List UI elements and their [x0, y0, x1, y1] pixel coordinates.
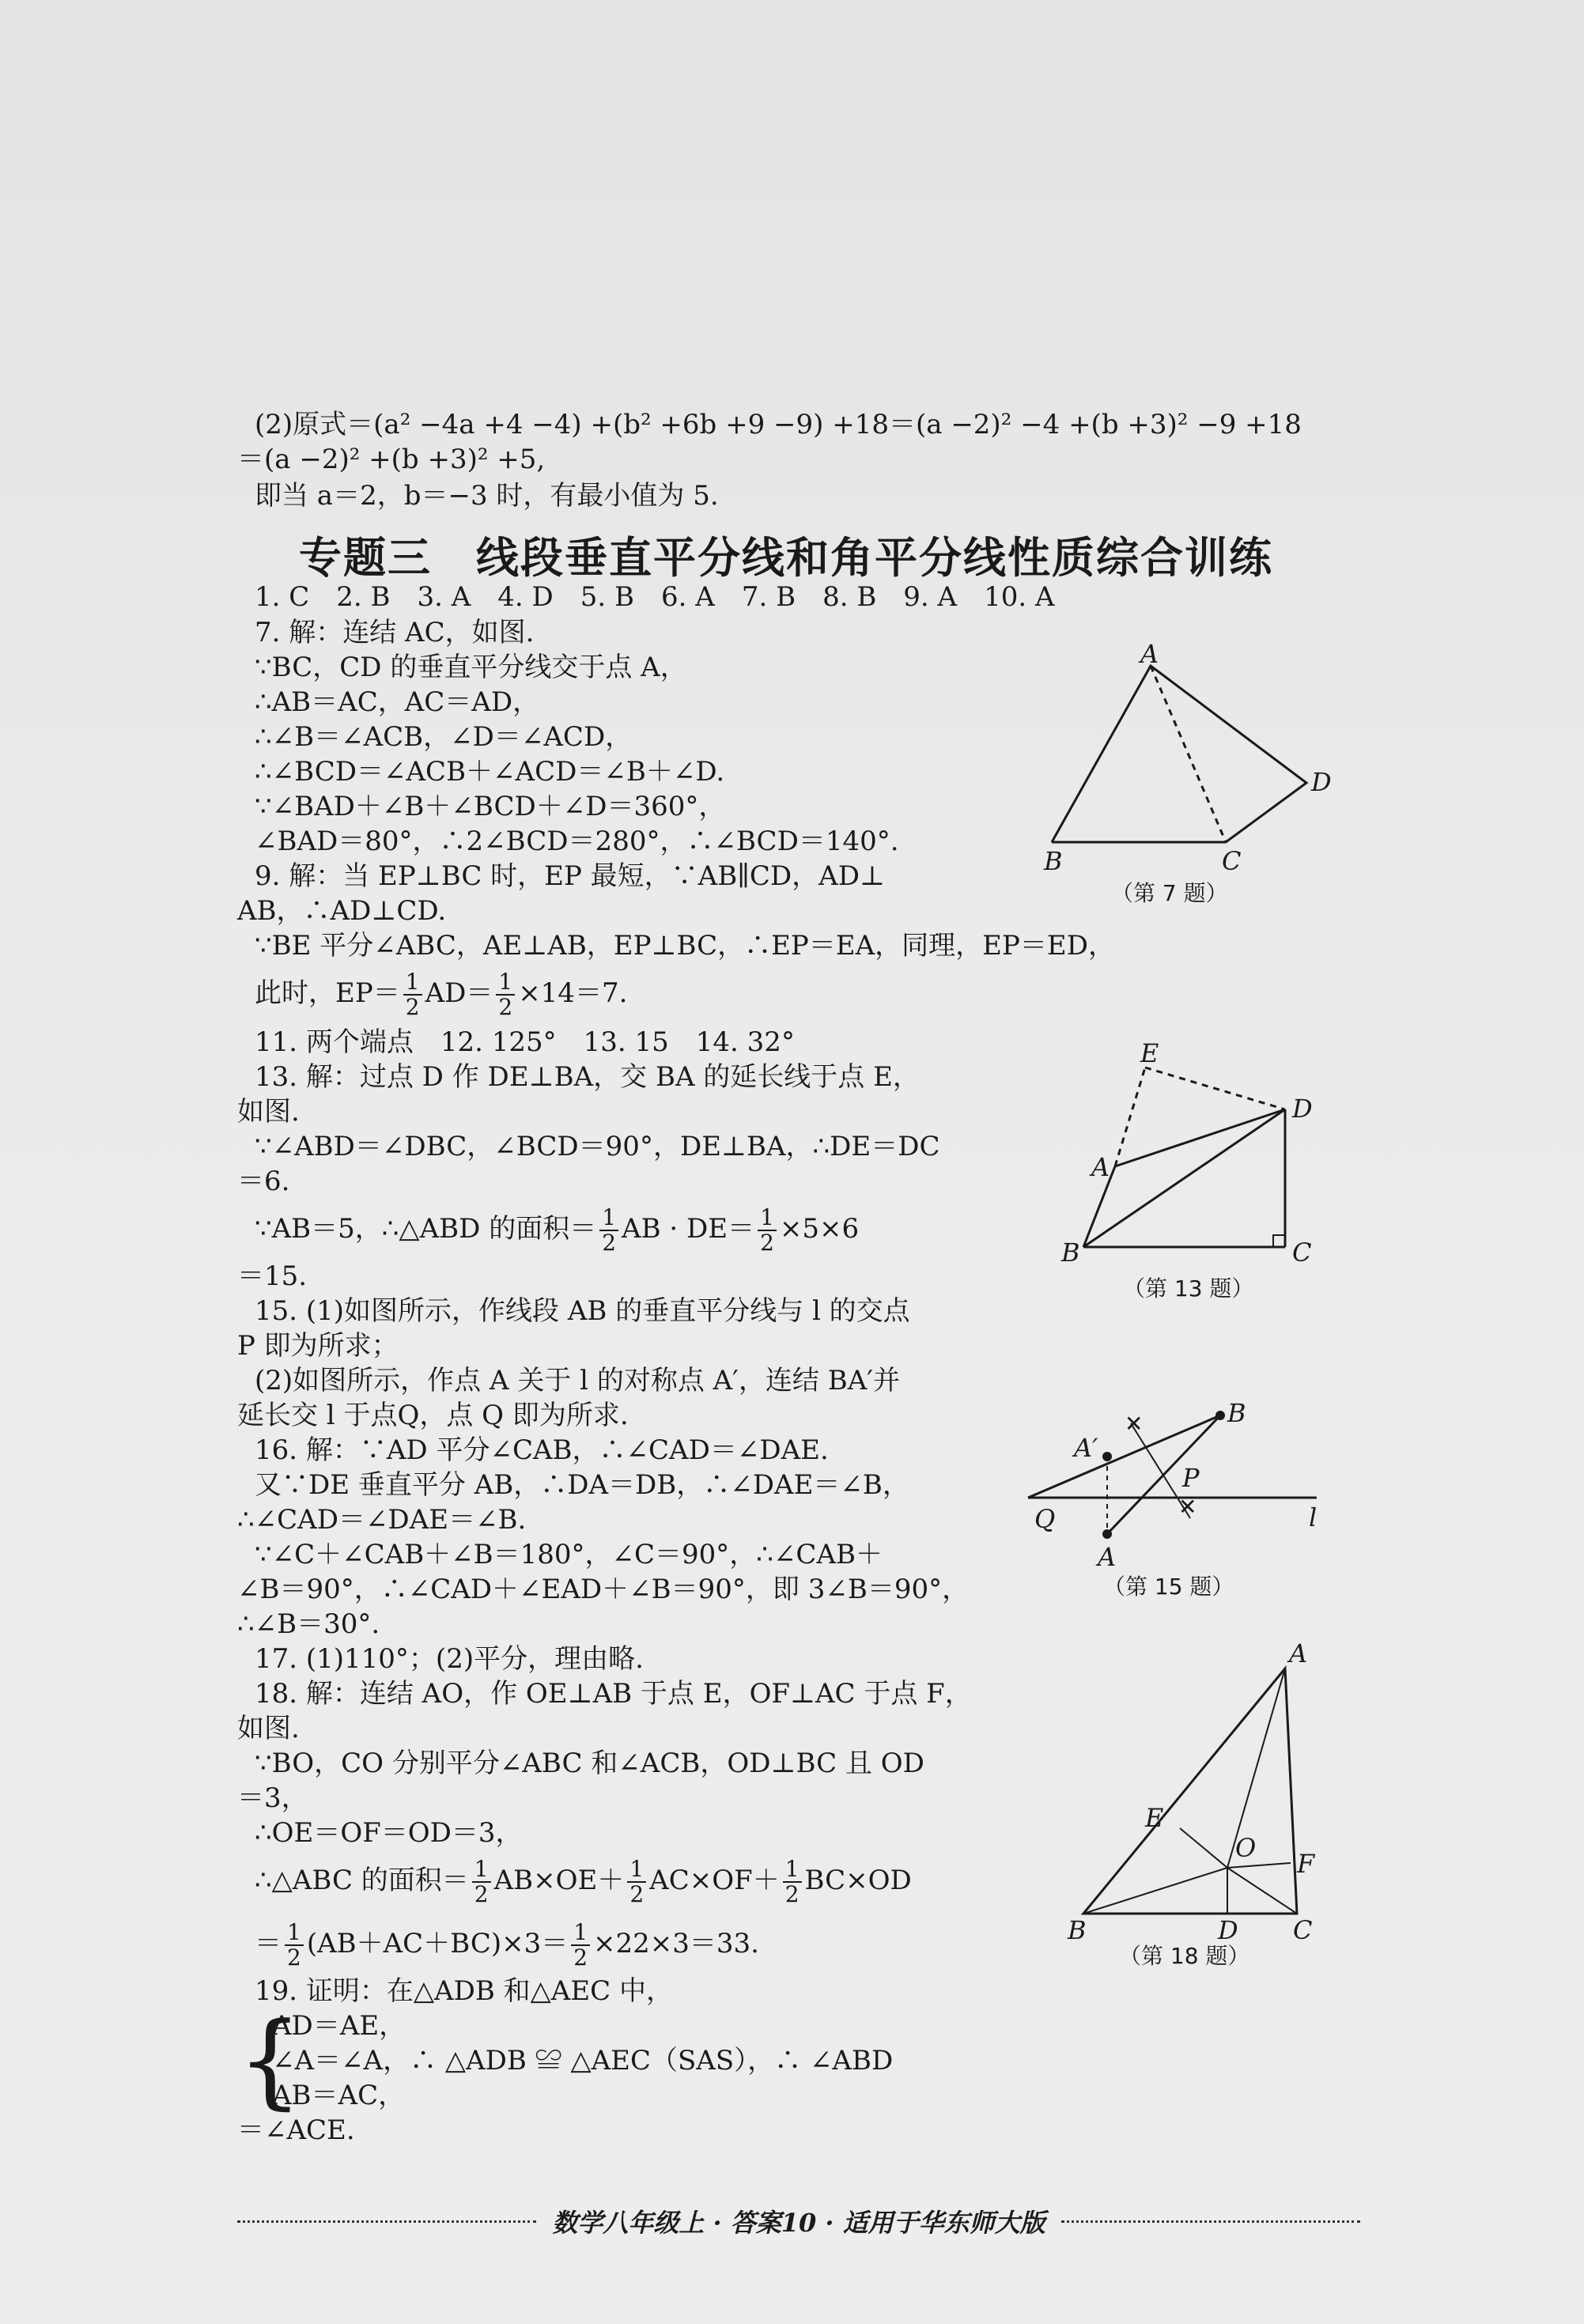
fig15-label-p: P	[1182, 1463, 1200, 1493]
fraction: $\frac{1}{2}$	[599, 1206, 618, 1255]
q18-text-c: AC×OF＋	[649, 1865, 780, 1896]
fig18-label-o: O	[1235, 1833, 1257, 1863]
q7-line-4: ∴∠B＝∠ACB，∠D＝∠ACD，	[255, 721, 633, 753]
q16-line-1: 16. 解：∵AD 平分∠CAB，∴∠CAD＝∠DAE.	[255, 1434, 829, 1466]
q9-text-c: ×14＝7.	[518, 977, 628, 1009]
fig13-label-e: E	[1140, 1038, 1159, 1068]
q7-line-2: ∵BC，CD 的垂直平分线交于点 A，	[255, 652, 687, 683]
fig7-dashed-ac	[1151, 666, 1226, 842]
fig13-segment-bd	[1083, 1109, 1285, 1247]
fig18-label-b: B	[1068, 1915, 1087, 1945]
fig18-label-f: F	[1297, 1849, 1315, 1879]
q18-text-b: AB×OE＋	[493, 1865, 625, 1896]
q15-line-4: 延长交 l 于点Q，点 Q 即为所求.	[237, 1400, 629, 1431]
fig7-label-a: A	[1140, 639, 1159, 669]
fig7-label-c: C	[1222, 846, 1242, 876]
fig18-triangle	[1083, 1668, 1297, 1914]
q19-cond-3: AB＝AC，	[272, 2080, 406, 2111]
q18-text-g: ×22×3＝33.	[593, 1928, 759, 1959]
q19-line-1: 19. 证明：在△ADB 和△AEC 中，	[255, 1975, 673, 2007]
q18-text-e: ＝	[255, 1928, 282, 1959]
fig18-label-d: D	[1218, 1915, 1238, 1945]
q13-line-1: 13. 解：过点 D 作 DE⊥BA，交 BA 的延长线于点 E，	[255, 1061, 920, 1093]
fig13-label-c: C	[1292, 1238, 1312, 1268]
fig15-point-a	[1102, 1529, 1112, 1539]
q13-line-6: ＝15.	[237, 1260, 308, 1292]
q7-line-3: ∴AB＝AC，AC＝AD，	[255, 686, 540, 718]
figure-7	[1028, 641, 1344, 878]
fig18-segment-co	[1227, 1868, 1297, 1914]
caption-fig7: （第 7 题）	[1111, 880, 1228, 906]
fig15-point-b	[1215, 1411, 1225, 1420]
fig15-arc-mark-2: ✕	[1178, 1494, 1197, 1520]
footer-rule-left	[237, 2220, 536, 2223]
figure-13	[1060, 1040, 1329, 1277]
q16-line-6: ∴∠B＝30°.	[237, 1608, 380, 1640]
fig18-label-c: C	[1293, 1915, 1313, 1945]
q7-line-6: ∵∠BAD＋∠B＋∠BCD＋∠D＝360°，	[255, 791, 726, 822]
figure-18	[1060, 1638, 1329, 1945]
fraction: $\frac{1}{2}$	[758, 1206, 777, 1255]
fig7-label-b: B	[1044, 846, 1063, 876]
fraction: $\frac{1}{2}$	[627, 1857, 646, 1906]
q13-line-3: ∵∠ABD＝∠DBC，∠BCD＝90°，DE⊥BA，∴DE＝DC	[255, 1131, 940, 1162]
q13-line-4: ＝6.	[237, 1166, 290, 1197]
intro-line-1: (2)原式＝(a² −4a +4 −4) +(b² +6b +9 −9) +18＝(a −2)² −4 +(b +3)² −9 +18	[255, 409, 1302, 440]
q13-text-c: ×5×6	[779, 1213, 860, 1245]
q18-line-5: ∴OE＝OF＝OD＝3，	[255, 1817, 523, 1849]
q18-line-4: ＝3，	[237, 1782, 308, 1814]
fraction: $\frac{1}{2}$	[403, 970, 422, 1019]
fraction: $\frac{1}{2}$	[285, 1921, 304, 1970]
fig15-label-b: B	[1227, 1398, 1246, 1428]
fig15-arc-mark-1: ✕	[1125, 1411, 1144, 1437]
q9-line-4	[255, 963, 627, 1023]
page-footer	[237, 2203, 1360, 2239]
q16-line-5: ∠B＝90°，∴∠CAD＋∠EAD＋∠B＝90°，即 3∠B＝90°，	[237, 1574, 970, 1605]
q18-line-1: 18. 解：连结 AO，作 OE⊥AB 于点 E，OF⊥AC 于点 F，	[255, 1678, 972, 1710]
fraction: $\frac{1}{2}$	[571, 1921, 590, 1970]
fig18-label-a: A	[1289, 1638, 1308, 1668]
q9-line-2: AB，∴AD⊥CD.	[237, 895, 447, 927]
q18-line-7	[255, 1914, 759, 1974]
fig15-point-a2	[1102, 1452, 1112, 1461]
q7-line-5: ∴∠BCD＝∠ACB＋∠ACD＝∠B＋∠D.	[255, 756, 725, 788]
intro-line-2: ＝(a −2)² +(b +3)² +5,	[237, 444, 546, 475]
fig13-label-d: D	[1292, 1094, 1313, 1124]
q17-line: 17. (1)110°；(2)平分，理由略.	[255, 1643, 644, 1675]
q18-line-6	[255, 1850, 912, 1910]
q15-line-1: 15. (1)如图所示，作线段 AB 的垂直平分线与 l 的交点	[255, 1295, 910, 1327]
fraction: $\frac{1}{2}$	[496, 970, 515, 1019]
fig15-label-a: A	[1098, 1542, 1117, 1572]
fill-answers-line: 11. 两个端点 12. 125° 13. 15 14. 32°	[255, 1026, 795, 1058]
fig15-label-q: Q	[1034, 1504, 1056, 1534]
fraction: $\frac{1}{2}$	[472, 1857, 491, 1906]
fig13-label-b: B	[1061, 1238, 1080, 1268]
q16-line-4: ∵∠C＋∠CAB＋∠B＝180°，∠C＝90°，∴∠CAB＋	[255, 1539, 883, 1570]
fig7-label-d: D	[1311, 767, 1332, 797]
fig13-right-angle	[1273, 1235, 1285, 1247]
q15-line-2: P 即为所求；	[237, 1330, 399, 1362]
caption-fig18: （第 18 题）	[1119, 1943, 1250, 1969]
caption-fig15: （第 15 题）	[1103, 1574, 1234, 1600]
q7-line-1: 7. 解：连结 AC，如图.	[255, 617, 535, 648]
q13-text-a: ∵AB＝5，∴△ABD 的面积＝	[255, 1213, 597, 1245]
q19-cond-1: AD＝AE，	[272, 2010, 406, 2042]
fig13-dashed-ae	[1115, 1068, 1145, 1166]
fig7-quadrilateral	[1052, 666, 1306, 842]
q9-line-1: 9. 解：当 EP⊥BC 时，EP 最短，∵AB∥CD，AD⊥	[255, 860, 885, 892]
fig18-segment-of	[1227, 1863, 1291, 1868]
q9-text-b: AD＝	[425, 977, 493, 1009]
caption-fig13: （第 13 题）	[1123, 1275, 1254, 1302]
footer-text: 数学八年级上 · 答案10 · 适用于华东师大版	[552, 2208, 1045, 2238]
fig13-dashed-ed	[1145, 1068, 1285, 1109]
q19-system	[237, 2000, 894, 2120]
fig15-label-a2: A′	[1074, 1433, 1098, 1463]
footer-rule-right	[1061, 2220, 1360, 2223]
section-heading: 专题三 线段垂直平分线和角平分线性质综合训练	[299, 533, 1273, 583]
q16-line-3: ∴∠CAD＝∠DAE＝∠B.	[237, 1504, 527, 1536]
fig18-segment-oe	[1180, 1828, 1227, 1868]
q19-line-5: ＝∠ACE.	[237, 2114, 355, 2146]
fig18-segment-bo	[1083, 1868, 1227, 1914]
q13-line-5	[255, 1199, 859, 1259]
q18-line-2: 如图.	[237, 1713, 300, 1744]
q15-line-3: (2)如图所示，作点 A 关于 l 的对称点 A′，连结 BA′并	[255, 1365, 900, 1396]
fraction: $\frac{1}{2}$	[783, 1857, 802, 1906]
q18-text-a: ∴△ABC 的面积＝	[255, 1865, 469, 1896]
q18-line-3: ∵BO，CO 分别平分∠ABC 和∠ACB，OD⊥BC 且 OD	[255, 1748, 924, 1779]
q13-line-2: 如图.	[237, 1096, 300, 1128]
q18-text-f: (AB＋AC＋BC)×3＝	[306, 1928, 569, 1959]
q9-text-a: 此时，EP＝	[255, 977, 400, 1009]
q13-text-b: AB · DE＝	[622, 1213, 755, 1245]
fig18-label-e: E	[1145, 1803, 1164, 1833]
q7-line-7: ∠BAD＝80°，∴2∠BCD＝280°，∴∠BCD＝140°.	[255, 826, 899, 857]
fig15-label-l: l	[1309, 1502, 1317, 1532]
q18-text-d: BC×OD	[804, 1865, 912, 1896]
answers-line: 1. C 2. B 3. A 4. D 5. B 6. A 7. B 8. B 9. A 10. A	[255, 581, 1055, 613]
q16-line-2: 又∵DE 垂直平分 AB，∴DA＝DB，∴∠DAE＝∠B，	[255, 1469, 909, 1501]
brace-symbol: {	[237, 2000, 303, 2120]
fig13-label-a: A	[1091, 1152, 1110, 1182]
q19-cond-2: ∠A＝∠A，∴ △ADB ≌ △AEC（SAS），∴ ∠ABD	[272, 2045, 894, 2076]
intro-line-3: 即当 a＝2，b＝−3 时，有最小值为 5.	[255, 480, 719, 512]
figure-15	[1020, 1400, 1336, 1574]
fig13-segment-ad	[1115, 1109, 1285, 1166]
q9-line-3: ∵BE 平分∠ABC，AE⊥AB，EP⊥BC，∴EP＝EA，同理，EP＝ED，	[255, 930, 1115, 962]
